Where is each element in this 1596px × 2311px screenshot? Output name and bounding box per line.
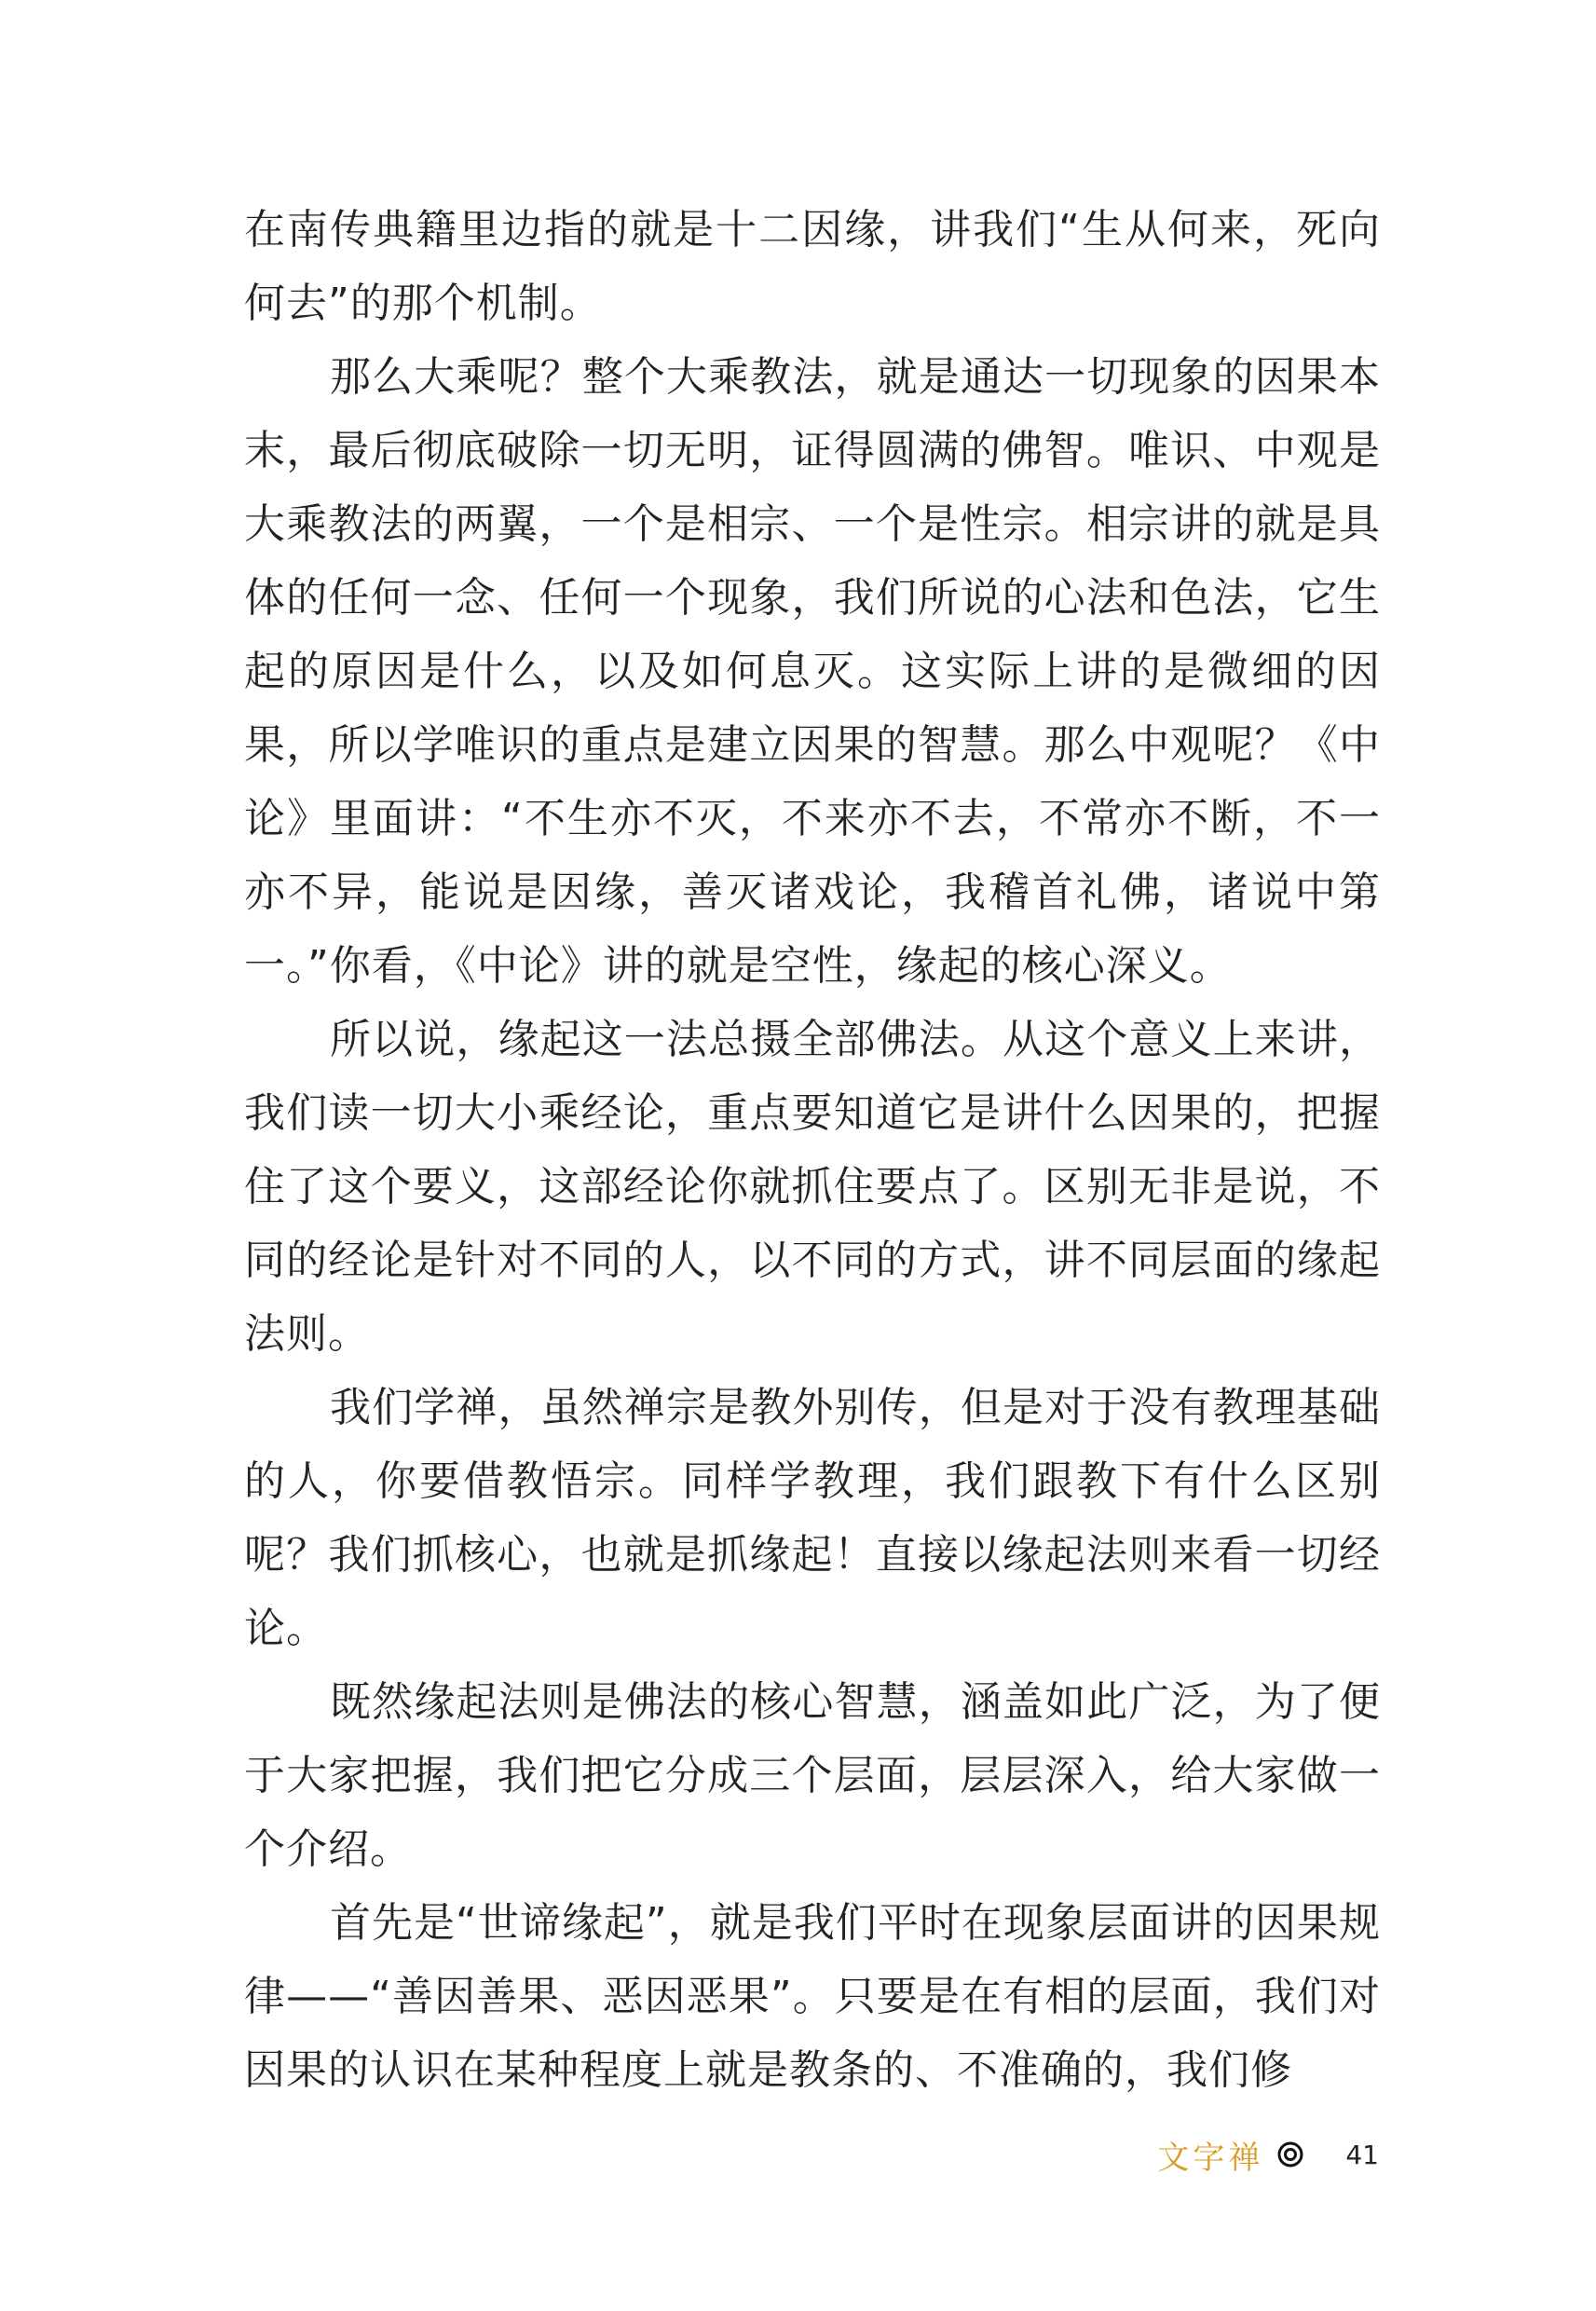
body-text xyxy=(244,193,1381,2107)
page-footer xyxy=(1099,2126,1379,2182)
double-circle-icon xyxy=(1276,2140,1304,2168)
running-book-title: 文字禅 xyxy=(1157,2139,1264,2177)
paragraph: 既然缘起法则是佛法的核心智慧，涵盖如此广泛，为了便于大家把握，我们把它分成三个层面，层层深入，给大家做一个介绍。 xyxy=(244,1678,1381,1873)
paragraph: 首先是“世谛缘起”，就是我们平时在现象层面讲的因果规律——“善因善果、恶因恶果”。只要是在有相的层面，我们对因果的认识在某种程度上就是教条的、不准确的，我们修 xyxy=(244,1899,1381,2094)
page-number: 41 xyxy=(1345,2139,1379,2170)
paragraph-continuation: 在南传典籍里边指的就是十二因缘，讲我们“生从何来，死向何去”的那个机制。 xyxy=(244,206,1381,327)
paragraph: 所以说，缘起这一法总摄全部佛法。从这个意义上来讲，我们读一切大小乘经论，重点要知道它是讲什么因果的，把握住了这个要义，这部经论你就抓住要点了。区别无非是说，不同的经论是针对不同的人，以不同的方式，讲不同层面的缘起法则。 xyxy=(244,1016,1381,1358)
paragraph: 那么大乘呢？整个大乘教法，就是通达一切现象的因果本末，最后彻底破除一切无明，证得圆满的佛智。唯识、中观是大乘教法的两翼，一个是相宗、一个是性宗。相宗讲的就是具体的任何一念、任何一个现象，我们所说的心法和色法，它生起的原因是什么，以及如何息灭。这实际上讲的是微细的因果，所以学唯识的重点是建立因果的智慧。那么中观呢？《中论》里面讲：“不生亦不灭，不来亦不去，不常亦不断，不一亦不异，能说是因缘，善灭诸戏论，我稽首礼佛，诸说中第一。”你看，《中论》讲的就是空性，缘起的核心深义。 xyxy=(244,353,1381,990)
paragraph: 我们学禅，虽然禅宗是教外别传，但是对于没有教理基础的人，你要借教悟宗。同样学教理，我们跟教下有什么区别呢？我们抓核心，也就是抓缘起！直接以缘起法则来看一切经论。 xyxy=(244,1384,1381,1652)
